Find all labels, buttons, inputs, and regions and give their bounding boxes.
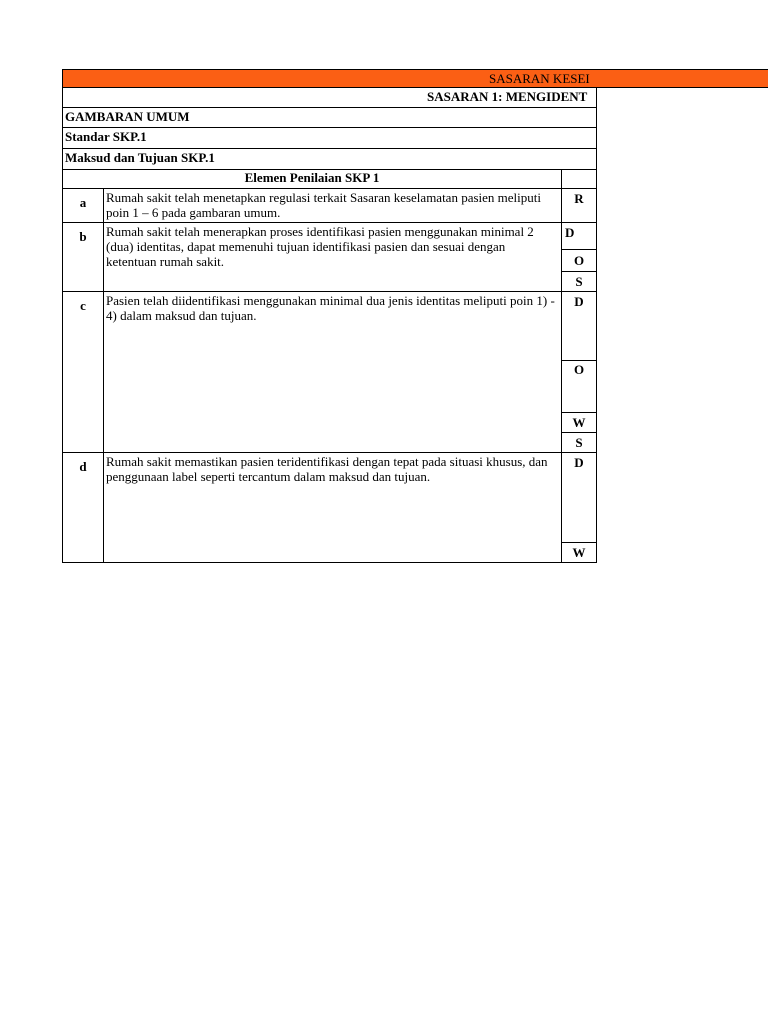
item-d-description (103, 452, 562, 563)
item-b-description (103, 222, 562, 292)
maksud-row (62, 149, 597, 170)
item-c-letter (62, 291, 104, 453)
table-header (62, 170, 562, 189)
item-d-code-w-text: W (572, 545, 586, 560)
item-c-code-o-text: O (573, 362, 585, 377)
title-band (62, 69, 768, 88)
item-c-code-s-text: S (575, 435, 583, 450)
spreadsheet-sheet (62, 69, 768, 563)
item-c-code-o (561, 360, 597, 413)
item-c-code-w (561, 412, 597, 433)
item-a-letter-text: a (79, 195, 87, 210)
item-d-code-d-text: D (574, 455, 584, 470)
item-b-code-o (561, 249, 597, 272)
item-b-code-s (561, 271, 597, 292)
item-c-description (103, 291, 562, 453)
item-c-letter-text: c (80, 298, 86, 313)
table-header-code-cell (561, 170, 597, 189)
item-a-description-text: Rumah sakit telah menetapkan regulasi terkait Sasaran keselamatan pasien meliputi poin 1 – 6 pada gambaran umum. (106, 190, 541, 220)
item-b-code-s-text: S (575, 274, 583, 289)
item-b-code-d-text: D (565, 225, 575, 240)
item-a-code-r-text: R (574, 191, 584, 206)
item-d-letter-text: d (79, 459, 87, 474)
gambaran-label: GAMBARAN UMUM (65, 109, 190, 124)
item-d-code-w (561, 542, 597, 563)
item-c-description-text: Pasien telah diidentifikasi menggunakan minimal dua jenis identitas meliputi poin 1) - 4) dalam maksud dan tujuan. (106, 293, 555, 323)
item-b-letter-text: b (79, 229, 87, 244)
item-c-code-s (561, 432, 597, 453)
item-a-description (103, 188, 562, 223)
standar-row (62, 128, 597, 149)
subtitle-row (62, 88, 597, 108)
table-header-label: Elemen Penilaian SKP 1 (244, 170, 380, 185)
item-d-description-text: Rumah sakit memastikan pasien teridentifikasi dengan tepat pada situasi khusus, dan penggunaan label seperti tercantum dalam maksud dan tujuan. (106, 454, 548, 484)
item-b-letter (62, 222, 104, 292)
item-a-letter (62, 188, 104, 223)
subtitle: SASARAN 1: MENGIDENT (427, 89, 588, 104)
maksud-label: Maksud dan Tujuan SKP.1 (65, 150, 215, 165)
item-b-code-o-text: O (573, 253, 585, 268)
item-c-code-w-text: W (572, 415, 586, 430)
item-b-code-d (561, 222, 597, 250)
item-c-code-d (561, 291, 597, 361)
standar-label: Standar SKP.1 (65, 129, 147, 144)
gambaran-row (62, 108, 597, 128)
item-d-code-d (561, 452, 597, 543)
item-c-code-d-text: D (574, 294, 584, 309)
item-b-description-text: Rumah sakit telah menerapkan proses identifikasi pasien menggunakan minimal 2 (dua) identitas, dapat memenuhi tujuan identifikasi pasien dan sesuai dengan ketentuan rumah sakit. (106, 224, 534, 269)
item-a-code-r (561, 188, 597, 223)
item-d-letter (62, 452, 104, 563)
sheet-title: SASARAN KESEI (489, 71, 590, 86)
